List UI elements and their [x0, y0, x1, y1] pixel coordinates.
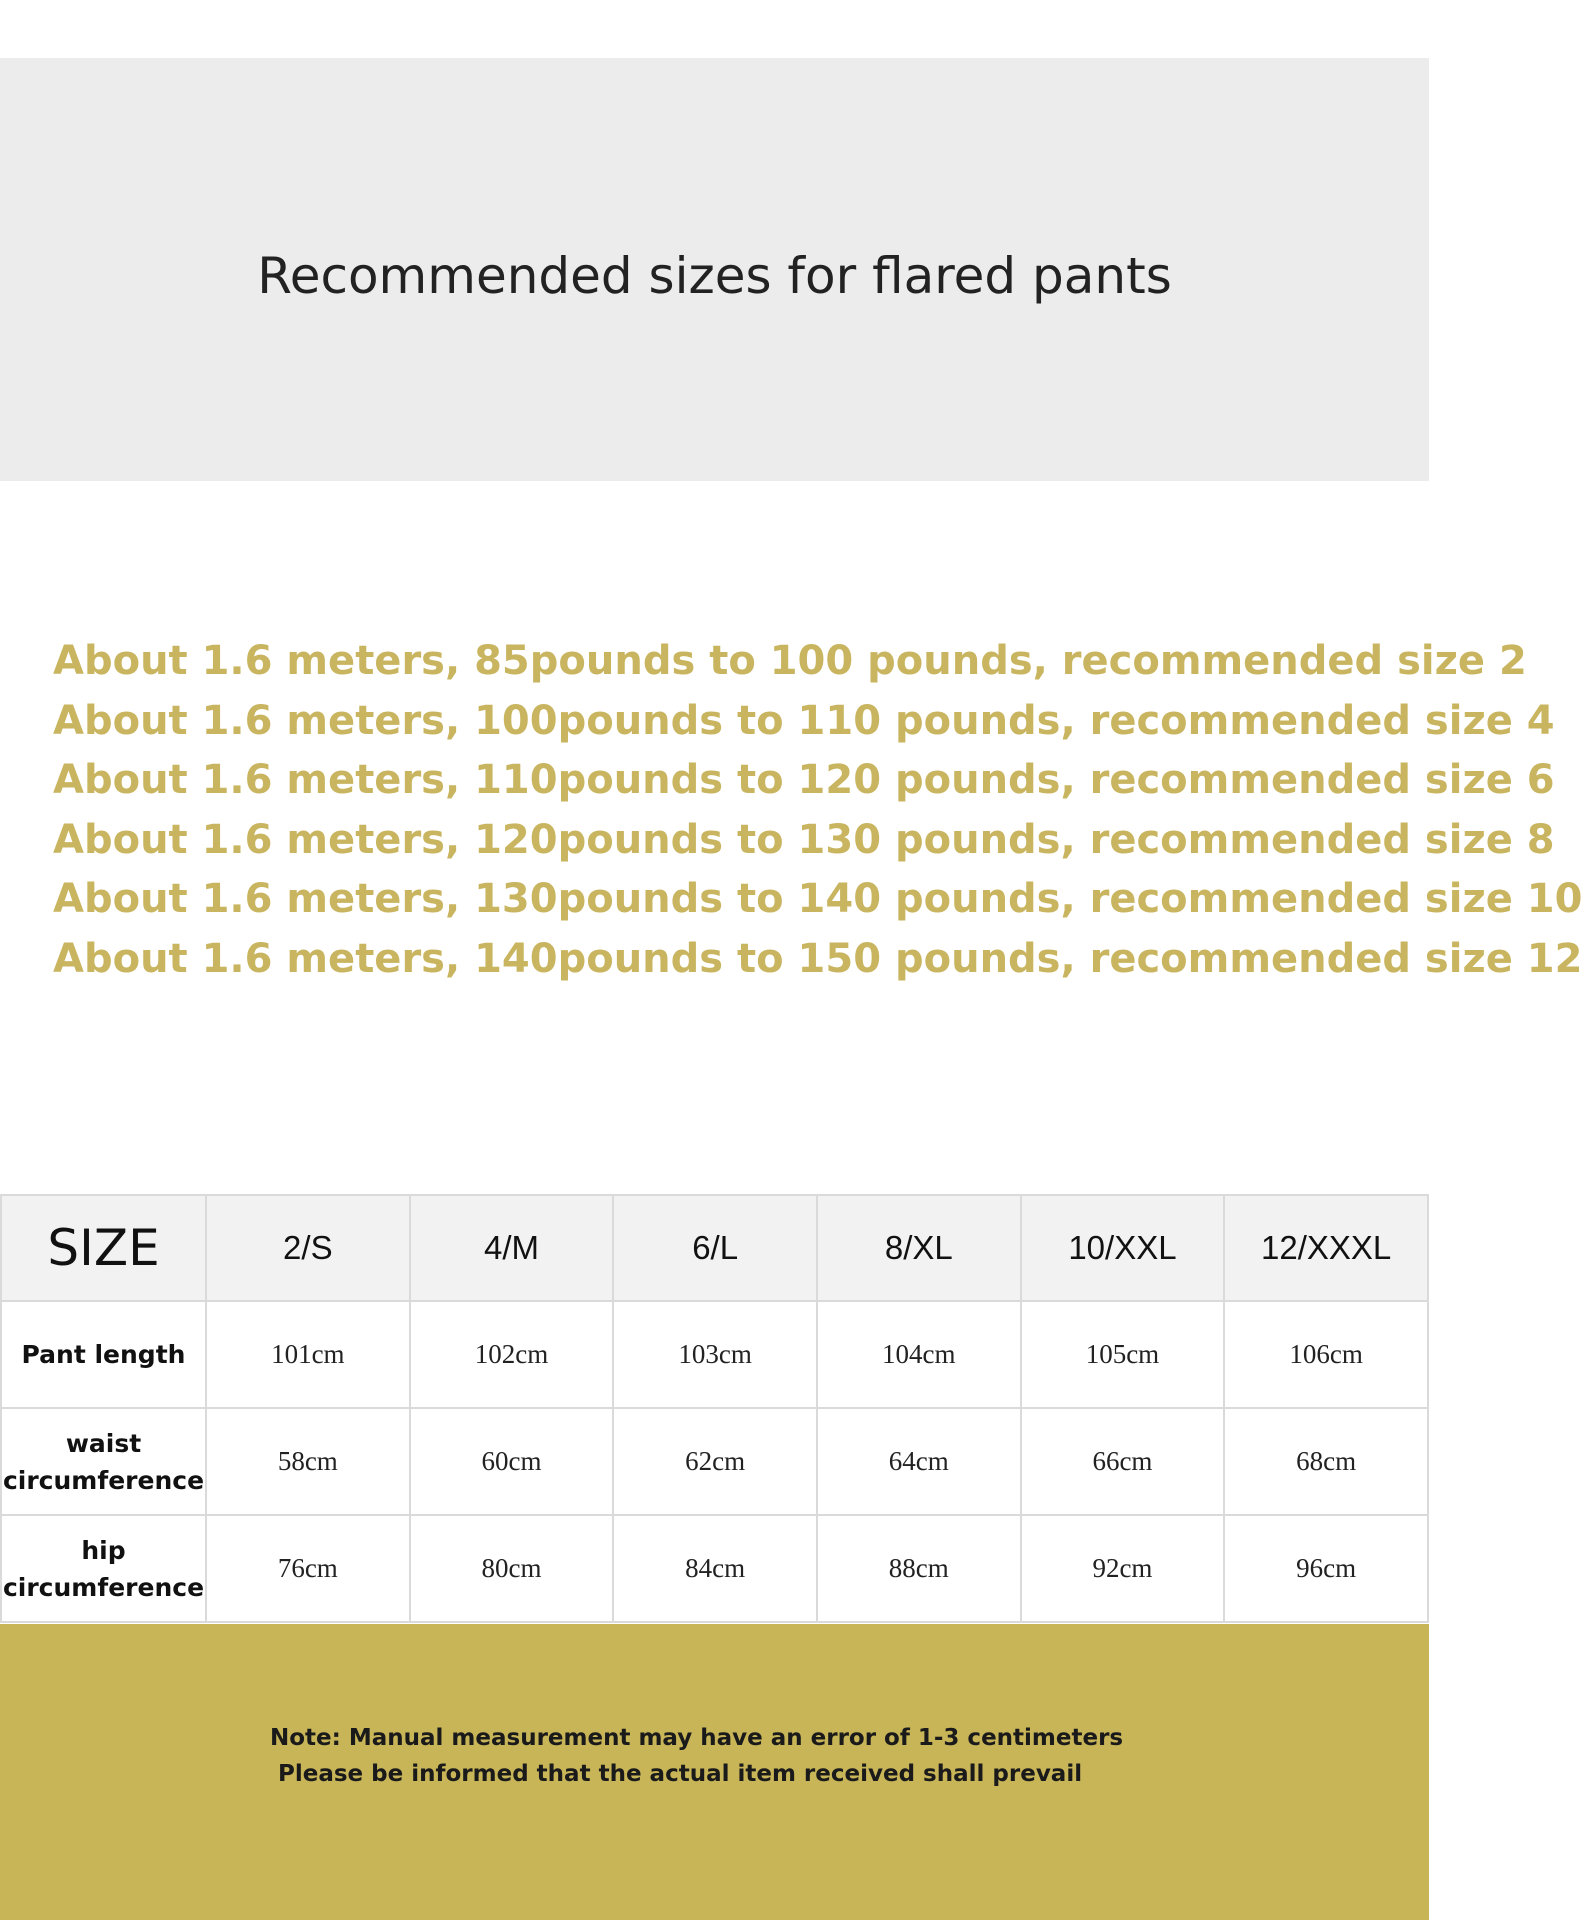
recommendation-list	[53, 632, 1582, 990]
table-cell: 104cm	[817, 1301, 1021, 1408]
size-column-header: 8/XL	[817, 1195, 1021, 1301]
footer-note-line: Please be informed that the actual item received shall prevail	[270, 1761, 1083, 1787]
table-cell: 80cm	[410, 1515, 614, 1622]
row-label-text: circumference	[2, 1465, 205, 1495]
row-label-text: hip	[81, 1535, 126, 1565]
table-cell: 102cm	[410, 1301, 614, 1408]
row-label-text: circumference	[2, 1572, 205, 1602]
recommendation-line: About 1.6 meters, 85pounds to 100 pounds, recommended size 2	[53, 638, 1527, 684]
table-cell: 84cm	[613, 1515, 817, 1622]
table-cell: 62cm	[613, 1408, 817, 1515]
footer-note	[270, 1720, 1370, 1792]
table-cell: 66cm	[1021, 1408, 1225, 1515]
size-column-header: 10/XXL	[1021, 1195, 1225, 1301]
table-cell: 58cm	[206, 1408, 410, 1515]
row-label-text: Pant length	[21, 1340, 186, 1369]
table-cell: 103cm	[613, 1301, 817, 1408]
table-cell: 68cm	[1224, 1408, 1428, 1515]
table-header-row	[1, 1195, 1428, 1301]
recommendation-line: About 1.6 meters, 100pounds to 110 pounds, recommended size 4	[53, 697, 1555, 744]
table-cell: 92cm	[1021, 1515, 1225, 1622]
table-cell: 105cm	[1021, 1301, 1225, 1408]
size-column-header: 12/XXXL	[1224, 1195, 1428, 1301]
table-cell: 88cm	[817, 1515, 1021, 1622]
recommendation-line: About 1.6 meters, 110pounds to 120 pounds, recommended size 6	[53, 757, 1555, 804]
size-chart-table	[0, 1194, 1429, 1623]
page-title: Recommended sizes for flared pants	[257, 247, 1172, 305]
size-column-header: 4/M	[410, 1195, 614, 1301]
table-row-waist	[1, 1408, 1428, 1515]
recommendation-line: About 1.6 meters, 120pounds to 130 pounds, recommended size 8	[53, 816, 1555, 863]
row-label	[1, 1408, 206, 1515]
row-label	[1, 1301, 206, 1408]
table-cell: 96cm	[1224, 1515, 1428, 1622]
footer-note-line: Note: Manual measurement may have an error of 1-3 centimeters	[270, 1725, 1124, 1751]
table-cell: 101cm	[206, 1301, 410, 1408]
table-cell: 64cm	[817, 1408, 1021, 1515]
table-cell: 106cm	[1224, 1301, 1428, 1408]
table-row-hip	[1, 1515, 1428, 1622]
size-header-label: SIZE	[1, 1195, 206, 1301]
table-cell: 76cm	[206, 1515, 410, 1622]
size-column-header: 6/L	[613, 1195, 817, 1301]
row-label-text: waist	[65, 1428, 142, 1458]
size-column-header: 2/S	[206, 1195, 410, 1301]
recommendation-line: About 1.6 meters, 130pounds to 140 pounds, recommended size 10	[53, 876, 1582, 923]
row-label	[1, 1515, 206, 1622]
recommendation-line: About 1.6 meters, 140pounds to 150 pounds, recommended size 12	[53, 935, 1582, 982]
table-cell: 60cm	[410, 1408, 614, 1515]
table-row-pant-length	[1, 1301, 1428, 1408]
